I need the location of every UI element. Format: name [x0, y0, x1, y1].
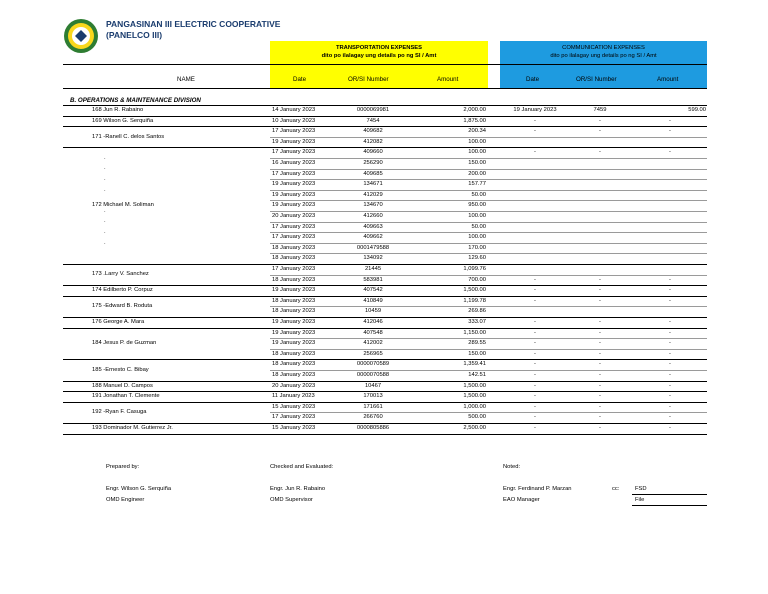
- row-comm-date: -: [534, 403, 536, 410]
- row-amount: 1,500.00: [463, 287, 486, 294]
- row-date: 17 January 2023: [272, 170, 316, 177]
- row-amount: 142.51: [468, 372, 486, 378]
- row-comm-or: -: [599, 425, 601, 431]
- row-comm-or: -: [599, 287, 601, 294]
- row-date: 19 January 2023: [272, 191, 316, 198]
- row-date: 18 January 2023: [272, 350, 316, 357]
- employee-name: 191 Jonathan T. Clemente: [92, 393, 160, 400]
- row-or-number: 412082: [363, 138, 383, 145]
- prepared-name: Engr. Wilson G. Serquiña: [106, 486, 172, 492]
- row-or-number: 266760: [363, 414, 383, 421]
- row-amount: 1,500.00: [463, 382, 486, 389]
- row-date: 19 January 2023: [272, 287, 316, 294]
- row-comm-date: -: [534, 382, 536, 389]
- row-or-number: 412660: [363, 213, 383, 219]
- row-amount: 100.00: [468, 138, 486, 145]
- row-or-number: 583981: [363, 276, 383, 283]
- row-date: 19 January 2023: [272, 202, 316, 209]
- group-divider: [63, 391, 707, 392]
- row-comm-amount: -: [669, 350, 671, 357]
- row-amount: 170.00: [468, 244, 486, 251]
- employee-name: 168 Jun R. Rabaino: [92, 107, 144, 113]
- row-date: 19 January 2023: [272, 319, 316, 325]
- row-comm-date: -: [534, 393, 536, 400]
- row-date: 18 January 2023: [272, 372, 316, 378]
- row-comm-date: -: [534, 149, 536, 156]
- row-comm-date: -: [534, 117, 536, 124]
- row-or-number: 10459: [364, 308, 382, 315]
- col-comm-amount: Amount: [657, 76, 679, 83]
- group-divider: [63, 434, 707, 435]
- row-or-number: 412046: [363, 319, 383, 325]
- group-divider: [63, 328, 707, 329]
- col-comm-or: OR/SI Number: [576, 76, 617, 83]
- row-date: 18 January 2023: [272, 297, 316, 304]
- employee-name: 193 Dominador M. Gutierrez Jr.: [92, 425, 173, 431]
- row-date: 15 January 2023: [272, 425, 316, 431]
- row-comm-amount: -: [669, 128, 671, 135]
- row-date: 10 January 2023: [272, 117, 316, 124]
- comm-title: COMMUNICATION EXPENSES: [562, 45, 645, 51]
- noted-label: Noted:: [503, 464, 521, 470]
- row-amount: 1,000.00: [463, 403, 486, 410]
- row-date: 18 January 2023: [272, 361, 316, 368]
- row-comm-date: -: [534, 361, 536, 368]
- row-comm-amount: -: [669, 117, 671, 124]
- col-comm-date: Date: [526, 76, 540, 83]
- row-amount: 269.86: [468, 308, 486, 315]
- row-comm-or: -: [599, 350, 601, 357]
- row-comm-amount: -: [669, 276, 671, 283]
- row-date: 19 January 2023: [272, 329, 316, 336]
- row-or-number: 21445: [364, 266, 382, 272]
- section-title: B. OPERATIONS & MAINTENANCE DIVISION: [70, 97, 201, 104]
- row-comm-date: -: [534, 372, 536, 378]
- row-amount: 700.00: [468, 276, 486, 283]
- row-comm-amount: -: [669, 372, 671, 378]
- employee-name: 175 -Edward B. Roduta: [92, 303, 153, 310]
- row-comm-or: 7459: [593, 107, 607, 113]
- row-amount: 2,500.00: [463, 425, 486, 431]
- row-comm-amount: -: [669, 425, 671, 431]
- row-comm-amount: -: [669, 393, 671, 400]
- row-comm-amount: -: [669, 403, 671, 410]
- row-date: 17 January 2023: [272, 266, 316, 272]
- bullet-dot: .: [104, 186, 106, 193]
- row-or-number: 134671: [363, 181, 383, 188]
- panelco-logo: [63, 18, 99, 54]
- row-comm-date: -: [534, 297, 536, 304]
- row-comm-date: -: [534, 128, 536, 135]
- employee-name: 174 Edilberto P. Corpuz: [92, 287, 153, 294]
- row-date: 20 January 2023: [272, 382, 316, 389]
- row-date: 19 January 2023: [272, 138, 316, 145]
- row-date: 14 January 2023: [272, 107, 316, 113]
- employee-name: 192 -Ryan F. Casuga: [92, 409, 147, 416]
- row-comm-or: -: [599, 319, 601, 325]
- row-or-number: 412002: [363, 340, 383, 347]
- col-name: NAME: [177, 76, 195, 83]
- row-comm-amount: -: [669, 297, 671, 304]
- row-or-number: 409682: [363, 128, 383, 135]
- row-date: 20 January 2023: [272, 213, 316, 219]
- comm-subtitle: dito po ilalagay ung details po ng SI / Amt: [550, 53, 657, 59]
- row-or-number: 409663: [363, 223, 383, 230]
- org-name: PANGASINAN III ELECTRIC COOPERATIVE: [106, 19, 281, 29]
- row-comm-or: -: [599, 403, 601, 410]
- row-or-number: 7454: [366, 117, 380, 124]
- row-comm-date: -: [534, 287, 536, 294]
- col-date: Date: [293, 76, 307, 83]
- org-short: (PANELCO III): [106, 30, 163, 40]
- cc-label: cc:: [612, 486, 620, 492]
- row-or-number: 134092: [363, 255, 383, 262]
- row-or-number: 256965: [363, 350, 383, 357]
- row-amount: 950.00: [468, 202, 486, 209]
- row-or-number: 171661: [363, 403, 383, 410]
- prepared-label: Prepared by:: [106, 464, 140, 470]
- row-comm-amount: -: [669, 414, 671, 421]
- row-comm-or: -: [599, 149, 601, 156]
- row-comm-amount: -: [669, 287, 671, 294]
- employee-name: 176 George A. Mara: [92, 319, 145, 325]
- employee-name: 169 Wilson G. Serquiña: [92, 117, 154, 124]
- bullet-dot: .: [104, 175, 106, 182]
- col-amount: Amount: [437, 76, 459, 83]
- checked-label: Checked and Evaluated:: [270, 464, 334, 470]
- row-comm-amount: 599.00: [688, 107, 706, 113]
- row-date: 19 January 2023: [272, 340, 316, 347]
- row-or-number: 0000070588: [356, 372, 390, 378]
- row-date: 18 January 2023: [272, 255, 316, 262]
- row-date: 17 January 2023: [272, 414, 316, 421]
- group-divider: [63, 147, 707, 148]
- row-amount: 150.00: [468, 350, 486, 357]
- bullet-dot: .: [104, 165, 106, 172]
- cc-fsd: FSD: [635, 486, 647, 492]
- employee-name: 173 .Larry V. Sanchez: [92, 271, 149, 278]
- row-or-number: 0000070589: [356, 361, 390, 368]
- row-date: 18 January 2023: [272, 308, 316, 315]
- row-or-number: 410849: [363, 297, 383, 304]
- row-or-number: 409685: [363, 170, 383, 177]
- row-comm-date: -: [534, 425, 536, 431]
- row-comm-date: -: [534, 340, 536, 347]
- row-comm-or: -: [599, 414, 601, 421]
- row-or-number: 407548: [363, 329, 383, 336]
- row-amount: 129.60: [468, 255, 486, 262]
- employee-name: 172 Michael M. Soliman: [92, 202, 154, 209]
- row-comm-date: -: [534, 414, 536, 421]
- row-comm-or: -: [599, 361, 601, 368]
- employee-name: 171 -Ranell C. delos Santos: [92, 133, 165, 140]
- row-comm-amount: -: [669, 329, 671, 336]
- row-amount: 100.00: [468, 234, 486, 241]
- row-comm-or: -: [599, 382, 601, 389]
- col-or: OR/SI Number: [348, 76, 389, 83]
- row-date: 17 January 2023: [272, 149, 316, 156]
- row-comm-date: -: [534, 329, 536, 336]
- row-comm-amount: -: [669, 340, 671, 347]
- row-or-number: 256290: [363, 160, 383, 166]
- row-date: 18 January 2023: [272, 276, 316, 283]
- cc-underline-2: [632, 505, 707, 506]
- org-title: [106, 19, 280, 41]
- row-amount: 289.55: [468, 340, 486, 347]
- row-comm-or: -: [599, 329, 601, 336]
- group-divider: [63, 285, 707, 286]
- row-comm-or: -: [599, 276, 601, 283]
- row-or-number: 0000069981: [356, 107, 390, 113]
- row-amount: 50.00: [471, 191, 486, 198]
- checked-title: OMD Supervisor: [270, 497, 313, 503]
- group-divider: [63, 126, 707, 127]
- bullet-dot: .: [104, 239, 106, 246]
- checked-name: Engr. Jun R. Rabaino: [270, 486, 326, 492]
- group-divider: [63, 402, 707, 403]
- row-comm-or: -: [599, 372, 601, 378]
- row-date: 11 January 2023: [272, 393, 315, 400]
- group-divider: [63, 317, 707, 318]
- row-amount: 200.34: [468, 128, 486, 135]
- row-comm-or: -: [599, 393, 601, 400]
- row-comm-or: -: [599, 128, 601, 135]
- bullet-dot: .: [104, 207, 106, 214]
- row-or-number: 409662: [363, 234, 383, 241]
- row-or-number: 10467: [364, 382, 382, 389]
- cc-underline-1: [632, 494, 707, 495]
- transport-subtitle: dito po ilalagay ung details po ng SI / Amt: [321, 53, 437, 59]
- noted-title: EAO Manager: [503, 497, 540, 503]
- row-or-number: 134670: [363, 202, 383, 209]
- cc-file: File: [635, 497, 645, 503]
- group-divider: [63, 264, 707, 265]
- row-amount: 1,199.78: [463, 297, 486, 304]
- row-or-number: 407542: [363, 287, 383, 294]
- bullet-dot: .: [104, 218, 106, 225]
- group-divider: [63, 296, 707, 297]
- row-amount: 2,000.00: [463, 107, 486, 113]
- row-or-number: 170013: [363, 393, 383, 400]
- row-comm-amount: -: [669, 382, 671, 389]
- row-amount: 1,099.76: [463, 266, 486, 272]
- transport-title: TRANSPORTATION EXPENSES: [335, 45, 423, 51]
- row-amount: 1,150.00: [463, 329, 486, 336]
- row-or-number: 412029: [363, 191, 383, 198]
- row-amount: 200.00: [468, 170, 486, 177]
- noted-name: Engr. Ferdinand P. Marzan: [503, 486, 572, 492]
- row-amount: 50.00: [471, 223, 486, 230]
- row-comm-amount: -: [669, 361, 671, 368]
- row-date: 19 January 2023: [272, 181, 316, 188]
- header-rule-top: [63, 64, 707, 65]
- employee-name: 185 -Ernesto C. Bibay: [92, 366, 149, 373]
- bullet-dot: .: [104, 154, 106, 161]
- row-amount: 1,500.00: [463, 393, 486, 400]
- row-comm-date: -: [534, 276, 536, 283]
- row-comm-or: -: [599, 117, 601, 124]
- group-divider: [63, 116, 707, 117]
- row-date: 16 January 2023: [272, 160, 316, 166]
- row-amount: 1,359.41: [463, 361, 486, 368]
- row-amount: 333.07: [468, 319, 486, 325]
- row-comm-date: 19 January 2023: [513, 107, 557, 113]
- row-amount: 150.00: [468, 160, 486, 166]
- row-or-number: 0001479588: [356, 244, 390, 251]
- header-rule-bottom: [63, 88, 707, 89]
- bullet-dot: .: [104, 228, 106, 235]
- row-date: 18 January 2023: [272, 244, 316, 251]
- row-amount: 500.00: [468, 414, 486, 421]
- row-comm-amount: -: [669, 319, 671, 325]
- row-date: 15 January 2023: [272, 403, 316, 410]
- row-comm-date: -: [534, 350, 536, 357]
- row-or-number: 0000805886: [356, 425, 390, 431]
- row-or-number: 409660: [363, 149, 383, 156]
- row-date: 17 January 2023: [272, 223, 316, 230]
- row-date: 17 January 2023: [272, 128, 316, 135]
- row-comm-or: -: [599, 340, 601, 347]
- table-top-rule: [63, 105, 707, 106]
- row-amount: 157.77: [468, 181, 486, 188]
- group-divider: [63, 359, 707, 360]
- row-amount: 100.00: [468, 149, 486, 156]
- employee-name: 188 Manuel D. Campos: [92, 382, 153, 389]
- row-amount: 100.00: [468, 213, 486, 219]
- row-date: 17 January 2023: [272, 234, 316, 241]
- row-amount: 1,875.00: [463, 117, 486, 124]
- row-comm-date: -: [534, 319, 536, 325]
- group-divider: [63, 381, 707, 382]
- employee-name: 184 Jesus P. de Guzman: [92, 340, 157, 347]
- prepared-title: OMD Engineer: [106, 497, 145, 503]
- row-comm-amount: -: [669, 149, 671, 156]
- row-comm-or: -: [599, 297, 601, 304]
